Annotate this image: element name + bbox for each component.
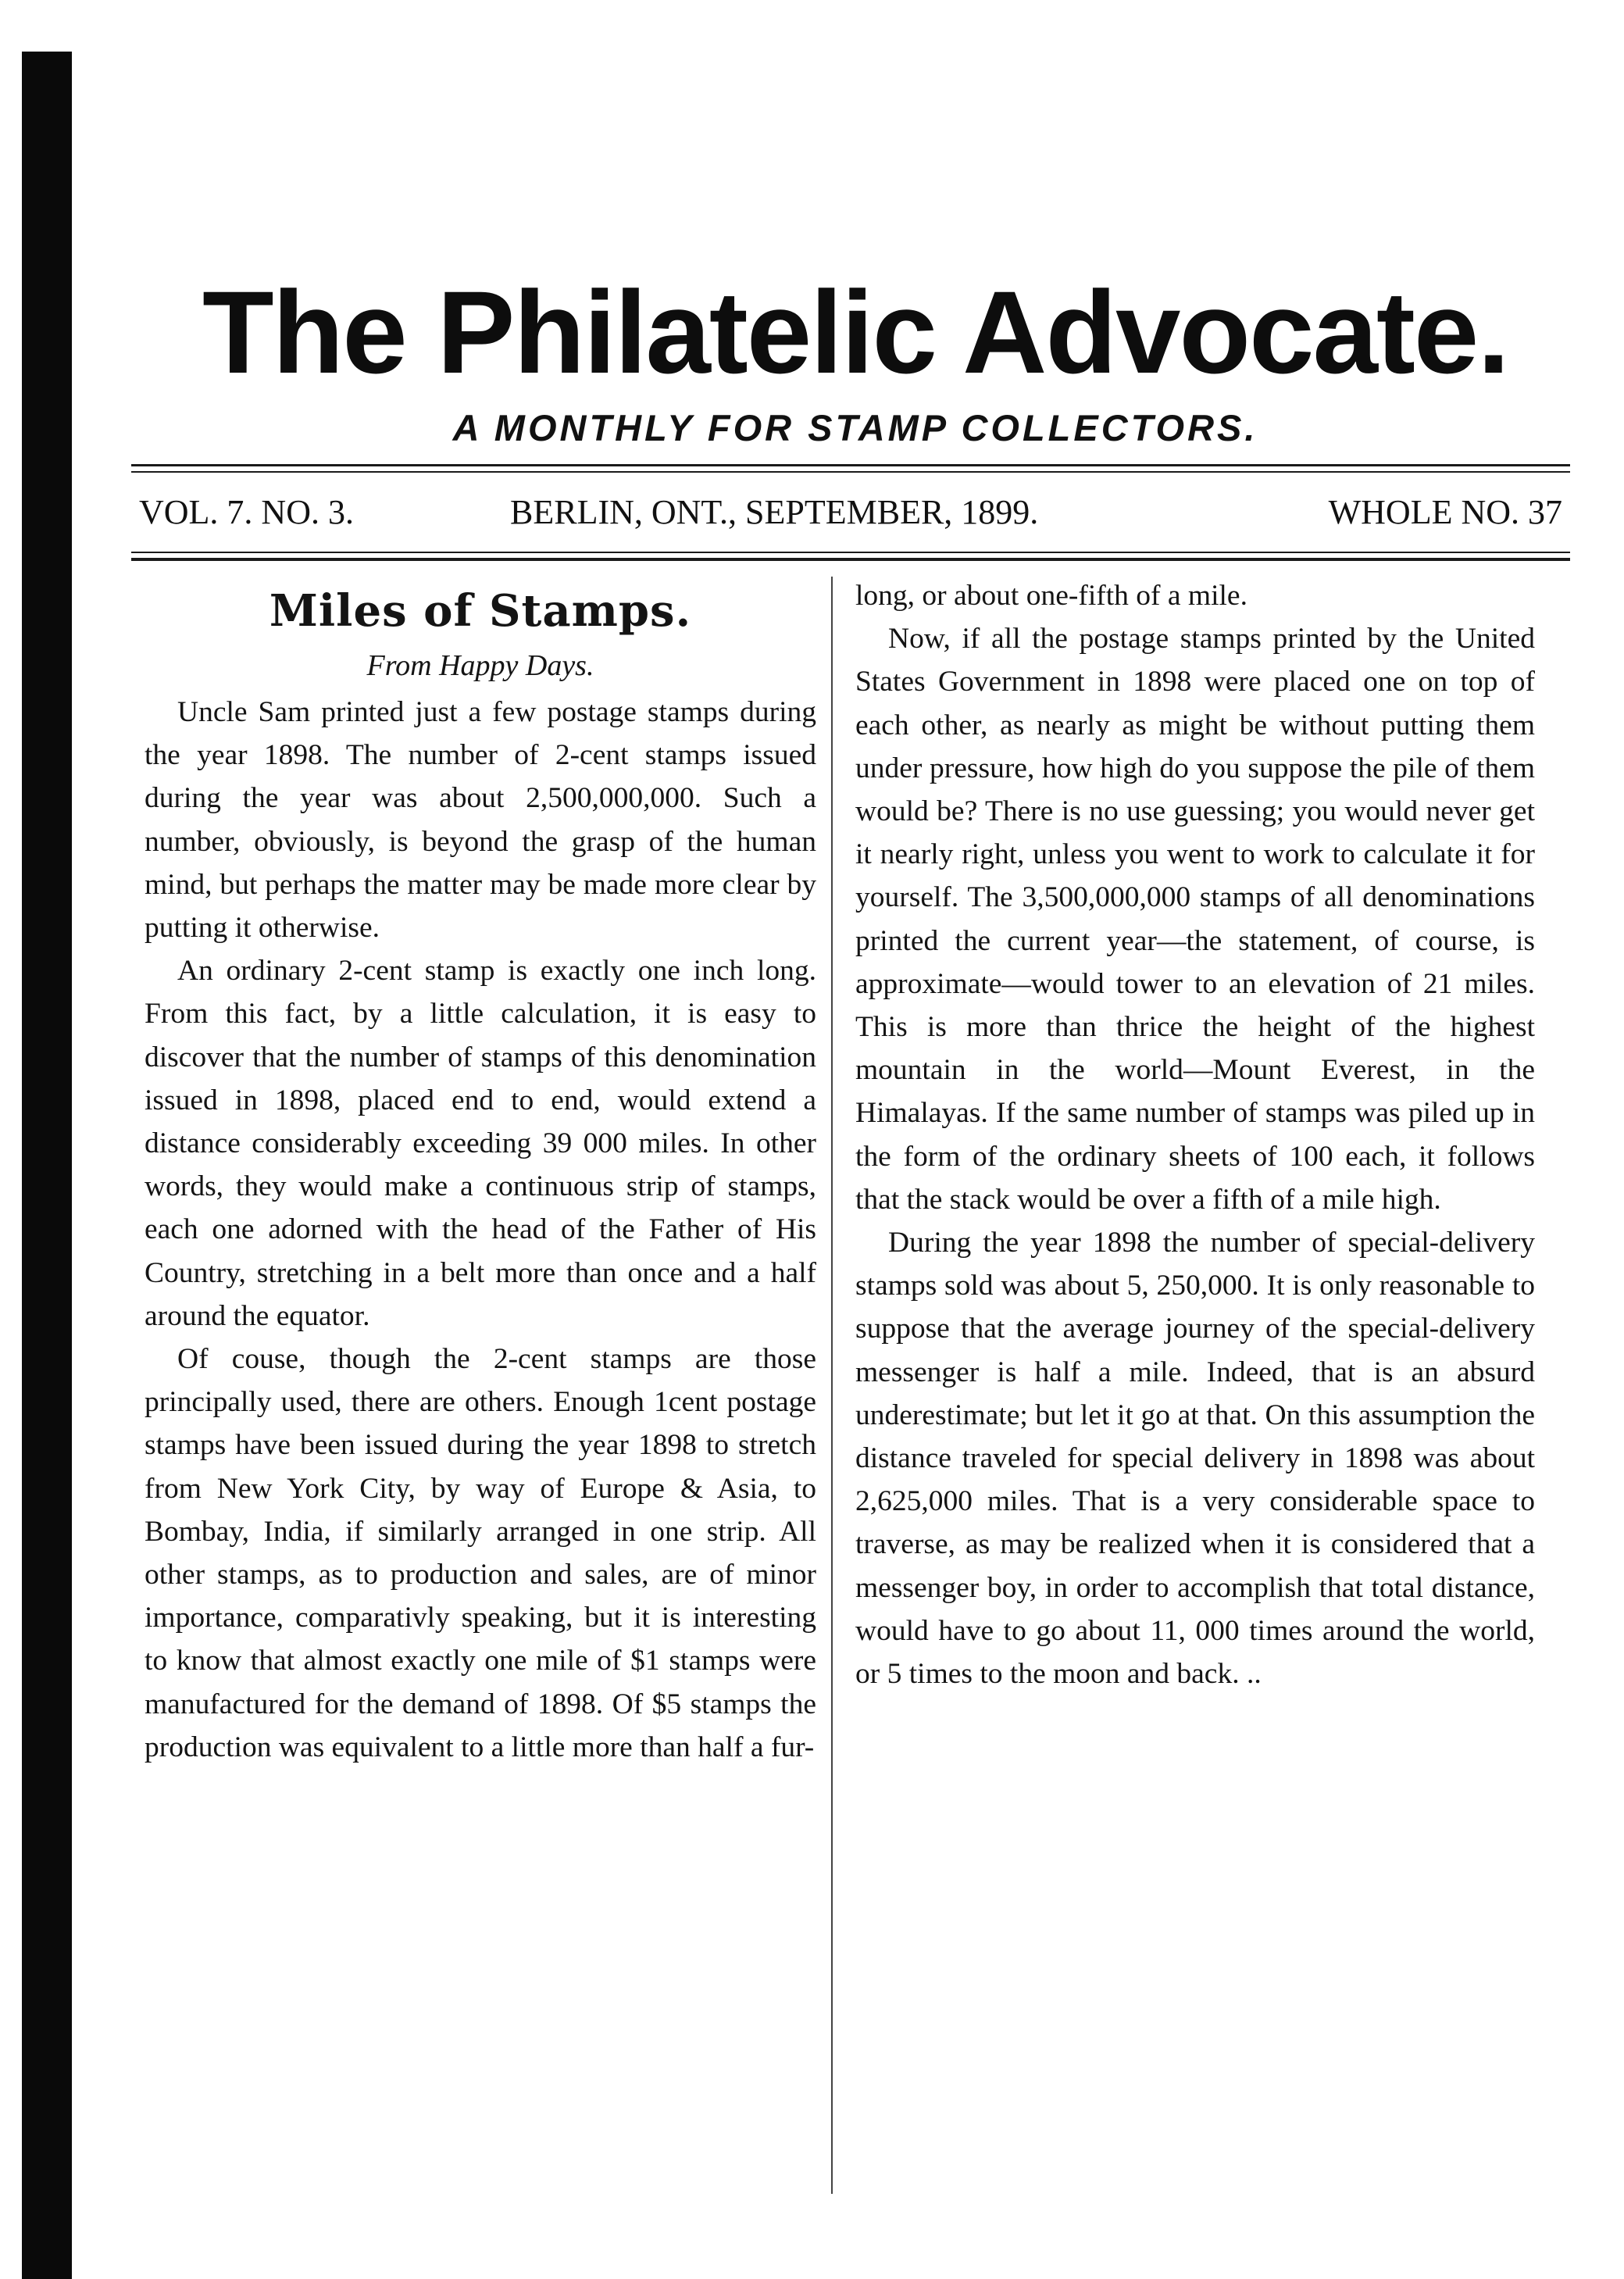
paragraph-1: Uncle Sam printed just a few postage stamps during the year 1898. The number of 2-cent stamps issued during the year was about 2,500,000,000. Such a number, obviously, is beyond the grasp of the human mind, but perhaps the matter may be made more clear by putting it otherwise. (145, 696, 816, 945)
dateline-rule-thin (131, 552, 1570, 553)
right-column (855, 574, 1535, 1695)
top-rule (131, 464, 1570, 466)
whole-number: WHOLE NO. 37 (1328, 493, 1562, 531)
left-column (145, 580, 816, 1769)
paragraph-4: Now, if all the postage stamps printed by the United States Government in 1898 were placed one on top of each other, as nearly as might be without putting them under pressure, how high do you suppose the pile of them would be? There is no use guessing; you would never get it nearly right, unless you went to work to calculate it for yourself. The 3,500,000,000 stamps of all denominations printed the current year—the statement, of course, is approximate—would tower to an elevation of 21 miles. This is more than thrice the height of the highest mountain in the world—Mount Everest, in the Himalayas. If the same number of stamps was piled up in the form of the ordinary sheets of 100 each, it follows that the stack would be over a fifth of a mile high. (855, 623, 1535, 1216)
paragraph-5: During the year 1898 the number of special-delivery stamps sold was about 5, 250,000. It is only reasonable to suppose that the average journey of the special-delivery messenger is half a mile. Indeed, that is an absurd underestimate; but let it go at that. On this assumption the distance traveled for special delivery in 1898 was about 2,625,000 miles. That is a very considerable space to traverse, as may be realized when it is considered that a messenger boy, in order to accomplish that total distance, would have to go about 11, 000 times around the world, or 5 times to the moon and back. .. (855, 1227, 1535, 1691)
dateline-rule (131, 558, 1570, 561)
place-and-date: BERLIN, ONT., SEPTEMBER, 1899. (510, 493, 1039, 531)
masthead-title: The Philatelic Advocate. (202, 266, 1508, 398)
volume-number: VOL. 7. NO. 3. (139, 493, 354, 531)
paragraph-3-continuation: long, or about one-fifth of a mile. (855, 580, 1247, 612)
paragraph-2: An ordinary 2-cent stamp is exactly one inch long. From this fact, by a little calculation, it is easy to discover that the number of stamps of this denomination issued in 1898, placed end to end, would extend a distance considerably exceeding 39 000 miles. In other words, they would make a continuous strip of stamps, each one adorned with the head of the Father of His Country, stretching in a belt more than once and a half around the equator. (145, 955, 816, 1332)
column-divider (831, 577, 833, 2194)
scan-edge-shadow (22, 52, 72, 2279)
article-title: Miles of Stamps. (269, 585, 692, 637)
article-source: From Happy Days. (366, 649, 594, 682)
top-rule-thin (131, 471, 1570, 473)
paragraph-3: Of couse, though the 2-cent stamps are those principally used, there are others. Enough 1cent postage stamps have been issued during the year 1898 to stretch from New York City, by way of Europe & Asia, to Bombay, India, if similarly arranged in one strip. All other stamps, as to production and sales, are of minor importance, comparativly speaking, but it is interesting to know that almost exactly one mile of $1 stamps were manufactured for the demand of 1898. Of $5 stamps the production was equivalent to a little more than half a fur- (145, 1343, 816, 1763)
masthead-tagline: A MONTHLY FOR STAMP COLLECTORS. (452, 407, 1258, 448)
dateline (131, 492, 1570, 539)
